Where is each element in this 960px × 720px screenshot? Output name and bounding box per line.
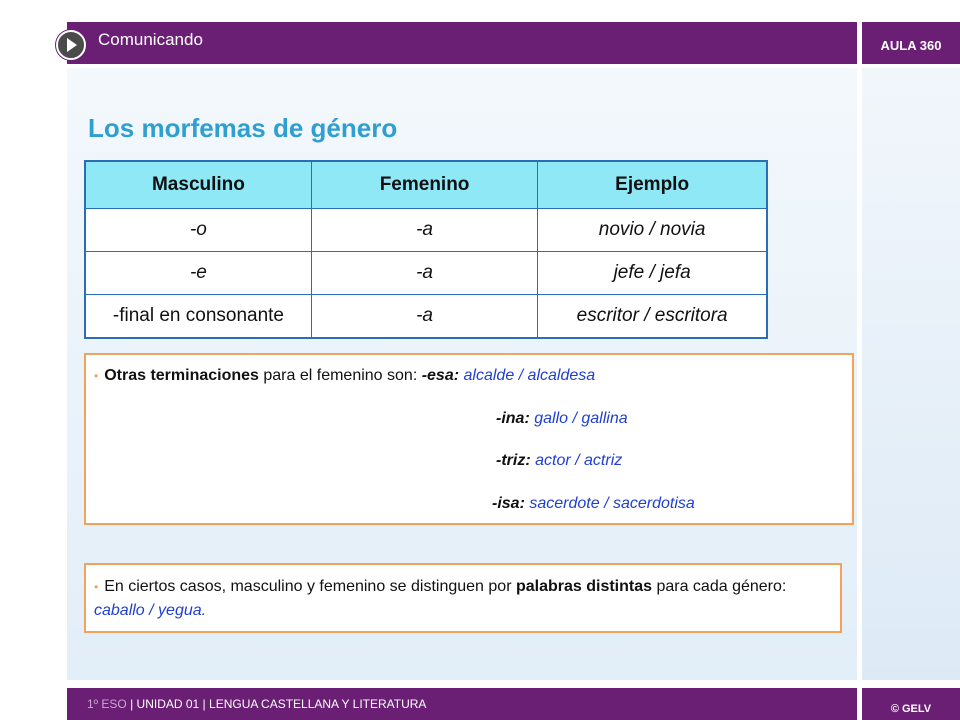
gender-table <box>84 160 768 339</box>
example-text: caballo / yegua. <box>94 602 207 619</box>
intro-bold: Otras terminaciones <box>104 367 259 384</box>
header-bar <box>67 22 857 64</box>
ending-suffix: -esa: <box>421 367 460 384</box>
endings-line <box>492 495 695 513</box>
text-mid: para cada género: <box>652 578 787 595</box>
cell-ejemplo: novio / novia <box>538 209 767 252</box>
cell-masculino: -o <box>85 209 311 252</box>
text-start: En ciertos casos, masculino y femenino se distinguen por <box>104 578 516 595</box>
bullet-icon: • <box>94 369 99 383</box>
cell-masculino: -final en consonante <box>85 295 311 339</box>
ending-example: sacerdote / sacerdotisa <box>529 495 695 512</box>
footer-unit: UNIDAD 01 <box>136 697 200 711</box>
bullet-icon: • <box>94 580 99 594</box>
footer-text <box>87 697 426 711</box>
footer-sep: | <box>199 697 210 711</box>
cell-masculino: -e <box>85 252 311 295</box>
distinct-words-box <box>84 563 842 633</box>
play-icon[interactable] <box>56 30 86 60</box>
table-header-row <box>85 161 767 209</box>
cell-ejemplo: escritor / escritora <box>538 295 767 339</box>
section-label: Comunicando <box>98 30 203 49</box>
intro-text: para el femenino son: <box>258 367 422 384</box>
cell-femenino: -a <box>311 252 537 295</box>
endings-line <box>496 410 628 428</box>
footer-grade: 1º ESO <box>87 697 127 711</box>
endings-box <box>84 353 854 525</box>
ending-example: alcalde / alcaldesa <box>463 367 596 384</box>
footer-bar <box>67 688 857 720</box>
header-masculino: Masculino <box>85 161 311 209</box>
header-ejemplo: Ejemplo <box>538 161 767 209</box>
footer-subject: LENGUA CASTELLANA Y LITERATURA <box>209 697 427 711</box>
ending-example: gallo / gallina <box>534 410 628 427</box>
footer-sep: | <box>126 697 137 711</box>
endings-line <box>496 452 622 470</box>
ending-suffix: -triz: <box>496 452 531 469</box>
side-panel <box>862 68 960 680</box>
table-row <box>85 295 767 339</box>
cell-femenino: -a <box>311 295 537 339</box>
table-row <box>85 209 767 252</box>
cell-femenino: -a <box>311 209 537 252</box>
endings-line <box>94 367 595 385</box>
cell-ejemplo: jefe / jefa <box>538 252 767 295</box>
ending-example: actor / actriz <box>535 452 623 469</box>
ending-suffix: -isa: <box>492 495 525 512</box>
aula-badge: AULA 360 <box>862 22 960 64</box>
text-bold: palabras distintas <box>515 578 653 595</box>
header-femenino: Femenino <box>311 161 537 209</box>
copyright-label: © GELV <box>862 688 960 720</box>
ending-suffix: -ina: <box>496 410 530 427</box>
page-title: Los morfemas de género <box>88 113 398 143</box>
distinct-words-text <box>94 575 834 623</box>
table-row <box>85 252 767 295</box>
